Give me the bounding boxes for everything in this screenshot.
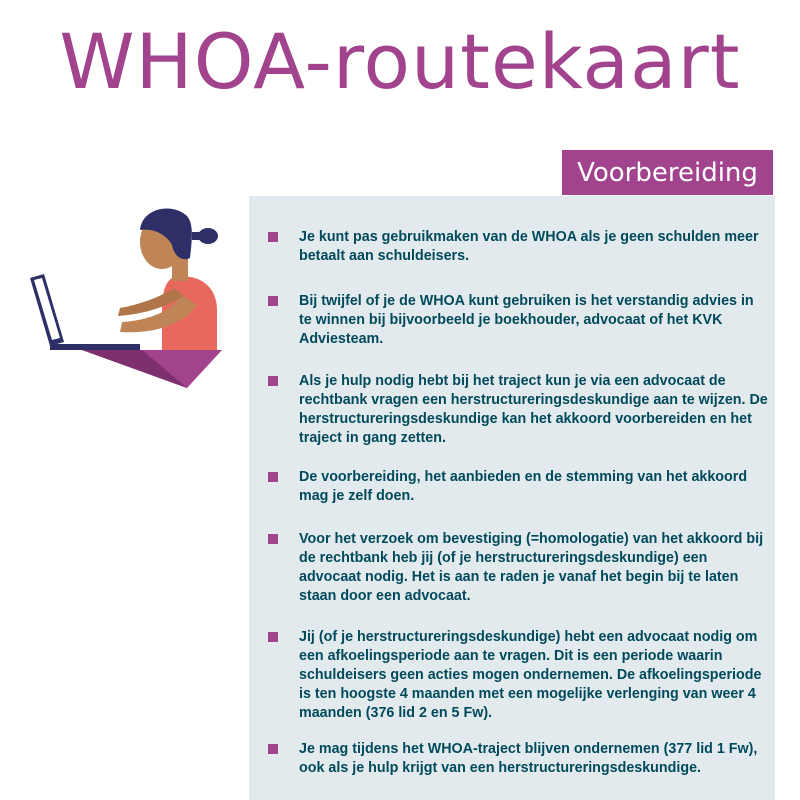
list-item-text: De voorbereiding, het aanbieden en de stemming van het akkoord mag je zelf doen. (299, 469, 748, 504)
list-item-text: Je kunt pas gebruikmaken van de WHOA als je geen schulden meer betaalt aan schuldeisers. (299, 229, 759, 264)
section-tag: Voorbereiding (562, 150, 773, 195)
list-item-text: Voor het verzoek om bevestiging (=homologatie) van het akkoord bij de rechtbank heb jij (of je herstructureringsdeskundige) een advocaat nodig. Het is aan te raden je vanaf het begin bij te laten staan door een advocaat. (299, 531, 764, 604)
list-item (268, 372, 768, 448)
list-item (268, 530, 768, 606)
list-item (268, 740, 768, 778)
list-item-text: Je mag tijdens het WHOA-traject blijven ondernemen (377 lid 1 Fw), ook als je hulp krijgt van een herstructureringsdeskundige. (299, 741, 758, 776)
woman-at-laptop-icon (22, 200, 232, 390)
bullet-icon (268, 376, 278, 386)
hair-tie (192, 232, 202, 240)
bullet-icon (268, 534, 278, 544)
laptop-base (50, 344, 140, 350)
list-item (268, 292, 768, 349)
list-item-text: Bij twijfel of je de WHOA kunt gebruiken is het verstandig advies in te winnen bij bijvoorbeeld je boekhouder, advocaat of het KVK Adviesteam. (299, 293, 754, 347)
list-item (268, 628, 768, 723)
list-item-text: Als je hulp nodig hebt bij het traject kun je via een advocaat de rechtbank vragen een herstructureringsdeskundige aan te wijzen. De herstructureringsdeskundige kan het akkoord voorbereiden en het traject in gang zetten. (299, 373, 768, 446)
bullet-icon (268, 632, 278, 642)
page-title: WHOA-routekaart (59, 17, 741, 106)
bullet-icon (268, 296, 278, 306)
woman-at-laptop-illustration (22, 200, 232, 390)
bullet-icon (268, 232, 278, 242)
list-item-text: Jij (of je herstructureringsdeskundige) hebt een advocaat nodig om een afkoelingsperiode aan te vragen. Dit is een periode waarin schuldeisers geen acties mogen ondernemen. De afkoelingsperiode is ten hoogste 4 maanden met een mogelijke verlenging van weer 4 maanden (376 lid 2 en 5 Fw). (299, 629, 762, 721)
bullet-icon (268, 744, 278, 754)
bullet-icon (268, 472, 278, 482)
list-item (268, 468, 768, 506)
list-item (268, 228, 768, 266)
